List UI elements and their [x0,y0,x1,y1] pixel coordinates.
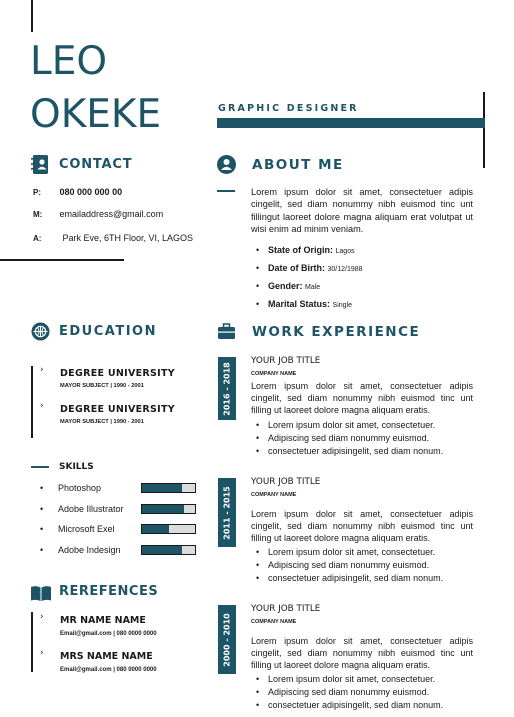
references-heading: REREFENCES [59,584,159,599]
reference-name: MRS NAME NAME [60,651,153,662]
phone-key: P: [33,188,41,197]
chevron-right-icon: › [40,648,44,658]
job-title: GRAPHIC DESIGNER [218,103,359,114]
address-value: Park Eve, 6TH Floor, VI, LAGOS [62,233,194,243]
briefcase-icon [217,322,236,341]
chevron-right-icon: › [40,401,44,411]
book-icon [30,584,52,603]
skills-accent-line [31,466,49,468]
about-heading: ABOUT ME [252,157,344,173]
detail-gender: • Gender: Male [254,278,363,296]
skill-bar [141,504,196,514]
education-heading: EDUCATION [59,324,157,339]
experience-job-title: YOUR JOB TITLE [251,356,321,366]
references-rule [31,612,33,672]
user-icon [217,155,236,174]
experience-job-title: YOUR JOB TITLE [251,477,321,487]
detail-marital: • Marital Status: Single [254,296,363,314]
contact-email-row [33,209,163,219]
education-globe-icon [31,322,50,341]
top-left-rule [31,0,33,32]
contact-heading: CONTACT [59,157,133,172]
education-subject: MAYOR SUBJECT | 1990 - 2001 [60,383,144,389]
detail-state: • State of Origin: Lagos [254,242,363,260]
education-degree: DEGREE UNIVERSITY [60,404,175,415]
job-title-bar [217,118,485,128]
contact-divider [0,259,124,261]
email-key: M: [33,210,43,219]
email-value[interactable]: emailaddress@gmail.com [59,209,164,219]
reference-name: MR NAME NAME [60,615,146,626]
education-rule [31,366,33,438]
experience-description: Lorem ipsum dolor sit amet, consectetuer adipis cingelit, sed diam nonummy nibh euismod tinc unt filling ut laoreet dolore magna aliquam eratis. [251,509,473,543]
experience-heading: WORK EXPERIENCE [252,324,421,340]
experience-company: COMPANY NAME [251,371,297,377]
first-name: LEO [30,39,108,84]
reference-contact: Email@gmail.com | 080 0000 0000 [60,667,157,673]
header-right-rule [483,92,485,168]
experience-bullets: • Lorem ipsum dolor sit amet, consectetuer. • Adipiscing sed diam nonummy euismod. • consectetuer adipisingelit, sed diam nonum. [254,546,443,585]
about-text: Lorem ipsum dolor sit amet, consectetuer adipis cingelit, sed diam nonummy nibh euismod tinc unt fillingut laoreet dolore magna aliquam erat volutpat ut wisi enim ad minim veniam. [251,187,473,234]
experience-company: COMPANY NAME [251,492,297,498]
skill-bar [141,483,196,493]
experience-years-bar: 2000 - 2010 [218,605,236,674]
phone-value: 080 000 000 00 [59,187,123,197]
education-degree: DEGREE UNIVERSITY [60,368,175,379]
chevron-right-icon: › [40,365,44,375]
experience-description: Lorem ipsum dolor sit amet, consectetuer adipis cingelit, sed diam nonummy nibh euismod tinc unt filling ut laoreet dolore magna aliquam eratis. [251,636,473,670]
about-details [254,242,363,314]
experience-bullets: • Lorem ipsum dolor sit amet, consectetuer. • Adipiscing sed diam nonummy euismod. • consectetuer adipisingelit, sed diam nonum. [254,419,443,458]
experience-years-bar: 2016 - 2018 [218,357,236,420]
skill-bar [141,545,196,555]
about-accent-line [217,190,235,192]
reference-contact: Email@gmail.com | 080 0000 0000 [60,631,157,637]
experience-company: COMPANY NAME [251,619,297,625]
chevron-right-icon: › [40,612,44,622]
address-key: A: [33,234,42,243]
education-subject: MAYOR SUBJECT | 1990 - 2001 [60,419,144,425]
last-name: OKEKE [30,92,162,137]
detail-dob: • Date of Birth: 30/12/1988 [254,260,363,278]
experience-description: Lorem ipsum dolor sit amet, consectetuer adipis cingelit, sed diam nonummy nibh euismod tinc unt filling ut laoreet dolore magna aliquam eratis. [251,381,473,415]
skill-bar [141,524,196,534]
experience-job-title: YOUR JOB TITLE [251,604,321,614]
skills-heading: SKILLS [59,462,94,472]
experience-bullets: • Lorem ipsum dolor sit amet, consectetuer. • Adipiscing sed diam nonummy euismod. • consectetuer adipisingelit, sed diam nonum. [254,673,443,712]
contact-book-icon [31,155,50,174]
experience-years-bar: 2011 - 2015 [218,478,236,547]
contact-phone-row [33,187,122,197]
contact-address-row [33,233,193,243]
